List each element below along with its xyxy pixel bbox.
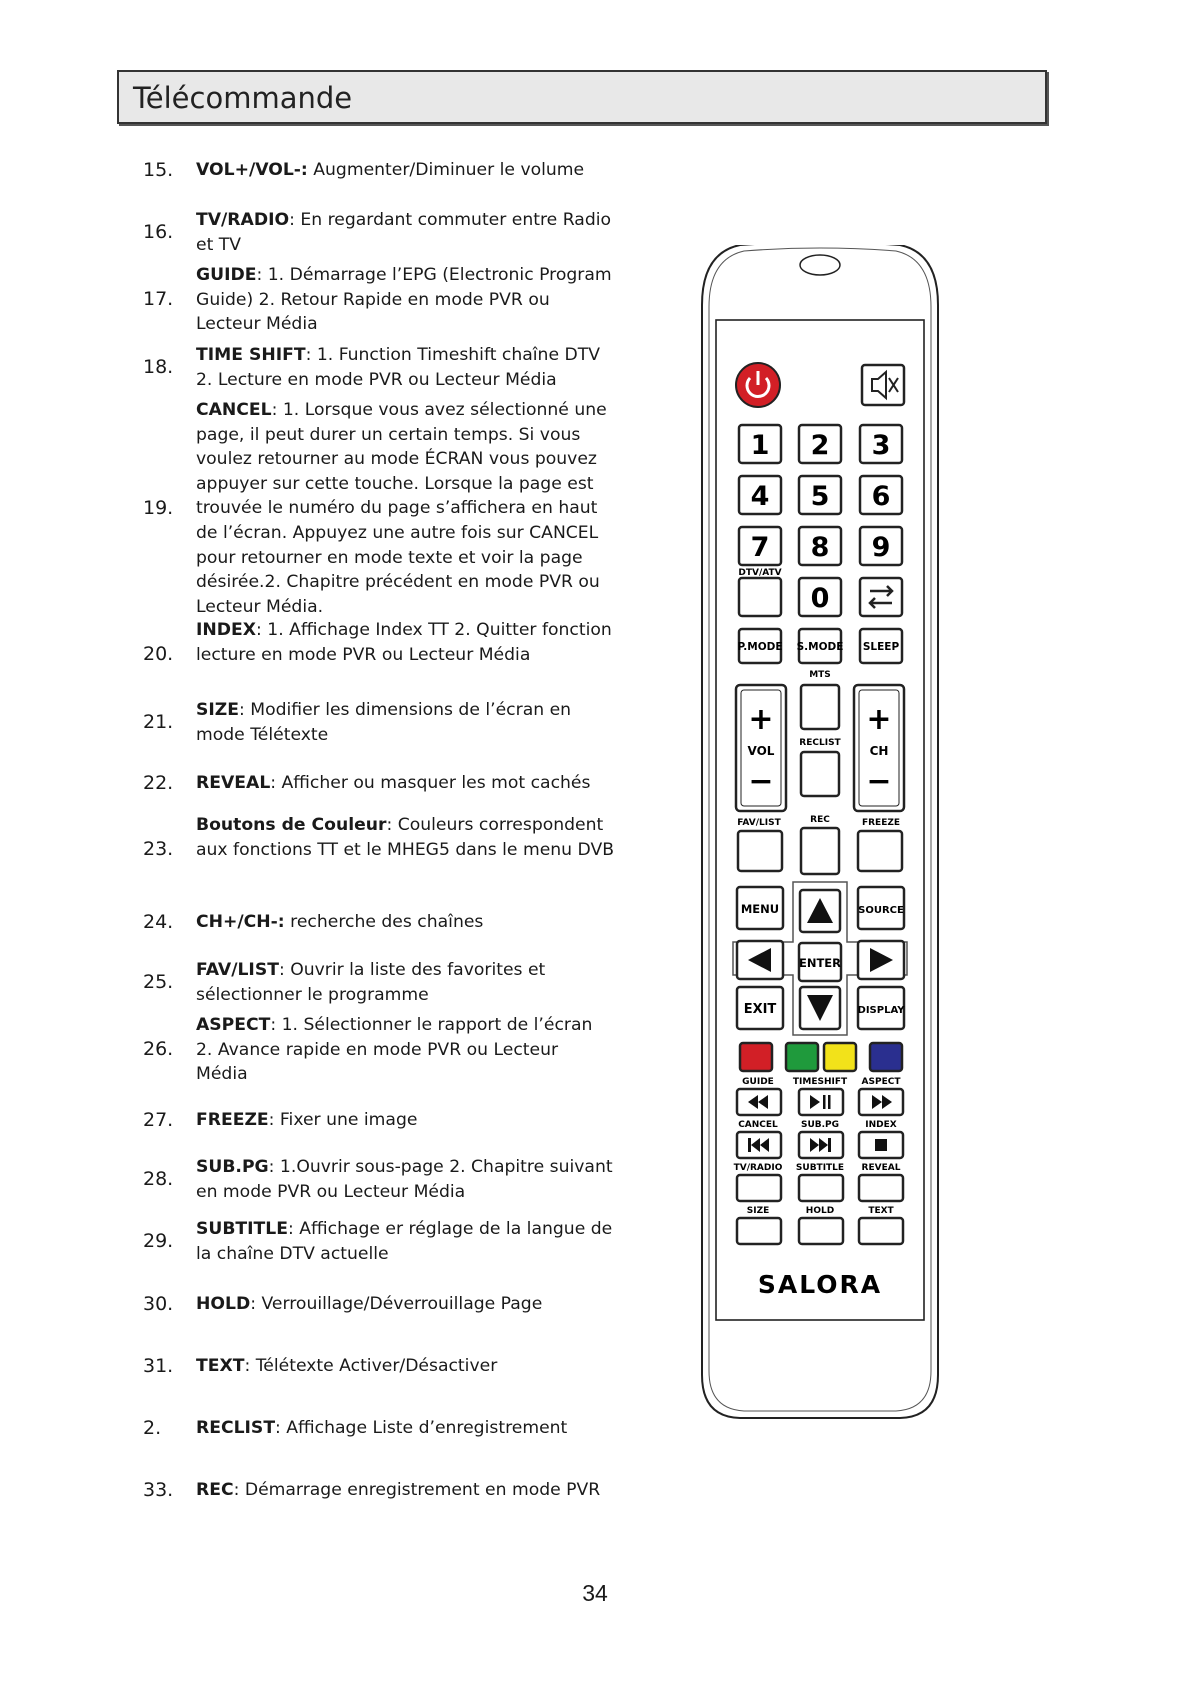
- up-arrow-button[interactable]: [800, 890, 840, 932]
- cancel-label: CANCEL: [738, 1120, 778, 1130]
- digit-0-button[interactable]: [799, 578, 841, 616]
- size-label: SIZE: [746, 1206, 770, 1216]
- hold-label: HOLD: [805, 1206, 835, 1216]
- svg-text:5: 5: [810, 481, 830, 512]
- hold-button[interactable]: [799, 1218, 843, 1244]
- rec-button[interactable]: [801, 828, 839, 874]
- channel-down-icon: −: [866, 764, 892, 799]
- timeshift-label: TIMESHIFT: [792, 1077, 848, 1087]
- stop-icon: [875, 1139, 887, 1151]
- volume-rocker[interactable]: [736, 685, 786, 811]
- mute-button[interactable]: [862, 365, 904, 405]
- sound-mode-button[interactable]: [797, 629, 844, 663]
- guide-label: GUIDE: [742, 1077, 774, 1087]
- svg-text:SLEEP: SLEEP: [862, 641, 900, 653]
- yellow-button[interactable]: [824, 1043, 856, 1071]
- svg-text:9: 9: [871, 532, 891, 563]
- digit-4-button[interactable]: [739, 476, 781, 514]
- remote-control-illustration: [700, 245, 940, 1420]
- next-button[interactable]: [799, 1132, 843, 1158]
- subtitle-label: SUBTITLE: [795, 1163, 845, 1173]
- power-button[interactable]: [736, 363, 780, 407]
- volume-down-icon: −: [748, 764, 774, 799]
- svg-text:P.MODE: P.MODE: [737, 641, 783, 653]
- freeze-label: FREEZE: [861, 818, 901, 828]
- subtitle-button[interactable]: [799, 1175, 843, 1201]
- svg-text:ENTER: ENTER: [798, 956, 842, 970]
- dtv-atv-label: DTV/ATV: [738, 568, 782, 578]
- svg-text:8: 8: [810, 532, 830, 563]
- display-button[interactable]: [858, 987, 906, 1029]
- red-button[interactable]: [740, 1043, 772, 1071]
- subpg-label: SUB.PG: [800, 1120, 840, 1130]
- freeze-button[interactable]: [858, 831, 902, 871]
- svg-text:4: 4: [750, 481, 770, 512]
- text-label: TEXT: [868, 1206, 894, 1216]
- ir-window: [800, 255, 840, 275]
- picture-mode-button[interactable]: [737, 629, 782, 663]
- fast-forward-button[interactable]: [859, 1089, 903, 1115]
- page-title: Télécommande: [133, 81, 353, 115]
- rewind-button[interactable]: [737, 1089, 781, 1115]
- size-button[interactable]: [737, 1218, 781, 1244]
- left-arrow-button[interactable]: [737, 941, 783, 979]
- dtv-atv-button[interactable]: [739, 578, 781, 616]
- svg-text:7: 7: [750, 532, 770, 563]
- menu-button[interactable]: [737, 887, 783, 929]
- index-label: INDEX: [865, 1120, 897, 1130]
- play-pause-button[interactable]: [799, 1089, 843, 1115]
- tvradio-button[interactable]: [737, 1175, 781, 1201]
- page-number: 34: [582, 1580, 608, 1606]
- aspect-label: ASPECT: [861, 1077, 901, 1087]
- digit-3-button[interactable]: [860, 425, 902, 463]
- right-arrow-button[interactable]: [858, 941, 904, 979]
- svg-text:3: 3: [871, 430, 891, 461]
- digit-2-button[interactable]: [799, 425, 841, 463]
- digit-8-button[interactable]: [799, 527, 841, 565]
- section-title-bar: [117, 70, 1047, 124]
- green-button[interactable]: [786, 1043, 818, 1071]
- enter-button[interactable]: [799, 943, 841, 981]
- channel-rocker[interactable]: [854, 685, 904, 811]
- favlist-button[interactable]: [738, 831, 782, 871]
- digit-9-button[interactable]: [860, 527, 902, 565]
- favlist-label: FAV/LIST: [737, 818, 781, 828]
- svg-text:6: 6: [871, 481, 891, 512]
- svg-text:DISPLAY: DISPLAY: [857, 1005, 905, 1016]
- reveal-button[interactable]: [859, 1175, 903, 1201]
- reveal-label: REVEAL: [861, 1163, 901, 1173]
- svg-text:0: 0: [810, 583, 830, 614]
- tvradio-label: TV/RADIO: [733, 1163, 783, 1173]
- rec-label: REC: [810, 815, 830, 825]
- volume-label: VOL: [747, 744, 775, 758]
- digit-5-button[interactable]: [799, 476, 841, 514]
- brand-logo: SALORA: [757, 1270, 883, 1299]
- channel-label: CH: [869, 744, 889, 758]
- svg-text:SOURCE: SOURCE: [858, 905, 904, 916]
- recall-button[interactable]: [860, 578, 902, 616]
- blue-button[interactable]: [870, 1043, 902, 1071]
- mts-button[interactable]: [801, 685, 839, 729]
- reclist-button[interactable]: [801, 752, 839, 796]
- mts-label: MTS: [809, 670, 831, 680]
- svg-text:EXIT: EXIT: [743, 1002, 777, 1017]
- svg-text:2: 2: [810, 430, 830, 461]
- text-button[interactable]: [859, 1218, 903, 1244]
- source-button[interactable]: [858, 887, 904, 929]
- svg-text:MENU: MENU: [740, 902, 780, 916]
- volume-up-icon: +: [748, 702, 774, 737]
- previous-button[interactable]: [737, 1132, 781, 1158]
- reclist-label: RECLIST: [799, 738, 841, 748]
- exit-button[interactable]: [737, 987, 783, 1029]
- svg-text:S.MODE: S.MODE: [796, 641, 844, 653]
- digit-1-button[interactable]: [739, 425, 781, 463]
- digit-7-button[interactable]: [739, 527, 781, 565]
- channel-up-icon: +: [866, 702, 892, 737]
- stop-button[interactable]: [859, 1132, 903, 1158]
- sleep-button[interactable]: [860, 629, 902, 663]
- down-arrow-button[interactable]: [800, 987, 840, 1029]
- svg-text:1: 1: [750, 430, 770, 461]
- digit-6-button[interactable]: [860, 476, 902, 514]
